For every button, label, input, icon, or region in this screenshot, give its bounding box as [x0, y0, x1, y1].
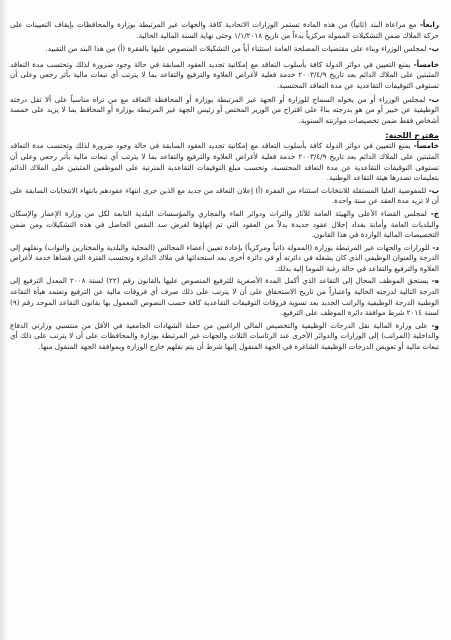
paragraph-fifth: [10, 60, 439, 92]
paragraph-lead: رابعاً-: [416, 20, 439, 29]
paragraph-lead: ه-: [428, 276, 440, 286]
paragraph-lead: د-: [429, 242, 439, 252]
paragraph-lead: ج-: [426, 208, 439, 218]
paragraph-text: للوزارات والجهات غير المرتبطة بوزارة (الممولة ذاتياً ومركزياً) بإعادة تعيين أعضاء المجالس (المحلية والبلدية والمختارين والنواب) ونقلهم إلى الدرجة والعنوان الوظيفي الذي كان يشغله في دائرته أو في دائرة أخرى بعد استحداثها في ملاك الدائرة وتحتسب الفترة التي قضاها خدمة لأغراض العلاوة والترفيع والتقاعد في حالة رغبة الموما إليه بذلك.: [10, 242, 439, 273]
proposal-c: [10, 209, 439, 241]
proposal-f: [10, 321, 439, 353]
paragraph-text: يمنع التعيين في دوائر الدولة كافة بأسلوب التعاقد مع إمكانية تجديد العقود السابقة في حالة وجود ضرورة لذلك وتحتسب مدة التعاقد المثبتين على الملاك الدائم بعد تاريخ ٢٠٠٣/٤/٩ خدمة فعلية لأغراض العلاوة والترفيع والتقاعد بما لا يترتب أي تبعات مالية بأثر رجعي وعلى أن تستوفى التوقيفات التقاعدية عن مدة التعاقد المحتسبة، وتحسب مبلغ التوقيفات التقاعدية المترتبة على الموظفين المثبتين على الملاك الدائم بتعليمات تصدرها هيئة التقاعد الوطنية.: [10, 141, 439, 183]
paragraph-lead: ب-: [426, 44, 439, 54]
paragraph-text: للمفوضية العليا المستقلة للانتخابات استثناء من الفقرة (أ) إعلان التعاقد من جديد مع الذين جرى انتهاء عقودهم بانتهاء الانتخابات السابقة على أن لا تزيد مدة العقد عن سنة واحدة.: [10, 185, 439, 206]
paragraph-text: يستحق الموظف المحال إلى التقاعد الذي أكمل المدة الأصغرية للترفيع المنصوص عليها بالقانون رقم (٢٢) لسنة ٢٠٠٨ المعدل الترفيع إلى الدرجة التالية لدرجته الحالية واعتباراً من تاريخ الاستحقاق على أن لا يترتب على ذلك صرف أي فروقات مالية عن الترفيع وتعتمد هيأة التقاعد الوطنية الدرجة الوظيفية والراتب الجديد بعد تسوية فروقات التوقيفات التقاعدية كافة حسب النصوص المعمول بها بقانون التقاعد الموحد رقم (٩) لسنة ٢٠١٤ شرط موافقة دائرة الموظف على الترفيع.: [10, 276, 439, 318]
paragraph-text: على وزارة المالية نقل الدرجات الوظيفية والتخصيص المالي الراغبين من حملة الشهادات الجامعية في الأقل من منتسبي وزارتي الدفاع والداخلية (المراتب) إلى الوزارات والدوائر الأخرى عند الرئاسات الثلاث والجهات غير المرتبطة بوزارة والمحافظات على أن لا يترتب على ذلك أي تبعات مالية أو تعويض الدرجات الوظيفية الشاغرة في الجهة المنقول إليها شرط أن يتم نقلهم خارج الوزارة وبموافقة الجهة المنقول منها.: [10, 320, 439, 352]
paragraph-lead: ب-: [425, 94, 439, 104]
paragraph-text: لمجلس القضاء الأعلى والهيئة العامة للآثار والتراث ودوائر الماء والمجاري والمؤسسات البلدية التابعة لكل من وزارة الإعمار والإسكان والبلديات العامة وأمانة بغداد إحلال عقود جديدة بدلاً من العقود التي تم إنهاؤها لغرض سد النقص الحاصل في هذه التشكيلات ومن ضمن التخصيصات المالية الواردة في هذا القانون.: [10, 208, 439, 240]
paragraph-lead: خامساً-: [410, 141, 440, 151]
paragraph-lead: ب-: [426, 185, 439, 195]
paragraph-fourth-b: [10, 44, 439, 55]
paragraph-fifth-b: [10, 95, 439, 127]
proposal-b: [10, 186, 439, 207]
proposal-heading: مقترح اللجنة:: [385, 131, 439, 141]
paragraph-text: يمنع التعيين في دوائر الدولة كافة بأسلوب التعاقد مع إمكانية تجديد العقود السابقة في حالة وجود ضرورة لذلك وتحتسب مدة التعاقد المثبتين على الملاك الدائم بعد تاريخ ٢٠٠٣/٤/٩ خدمة فعلية لأغراض العلاوة والترفيع والتقاعد بما لا يترتب أي تبعات مالية بأثر رجعي وعلى أن تستوفى التوقيفات التقاعدية عن مدة التعاقد المحتسبة.: [10, 59, 439, 90]
paragraph-lead: خامساً-: [410, 59, 440, 69]
paragraph-text: لمجلس الوزراء أو من يخوله السماح للوزارة أو الجهة غير المرتبطة بوزارة أو المحافظة التعاقد مع من تراه مناسباً على ألا تقل درجته الوظيفية عن خبير أو من هو بدرجته بناءً على اقتراح من الوزير المختص أو رئيس الجهة غير المرتبطة بوزارة أو المحافظ بما لا يزيد على خمسة أشخاص فقط ضمن تخصيصات موازنته السنوية.: [10, 94, 439, 125]
paragraph-fourth: [10, 20, 439, 41]
proposal-d: [10, 243, 439, 275]
paragraph-lead: و-: [427, 320, 440, 330]
proposal-e: [10, 276, 439, 318]
proposal-fifth: [10, 141, 439, 183]
paragraph-text: لمجلس الوزراء وبناء على مقتضيات المصلحة العامة استثناء أياً من التشكيلات المنصوص عليها بالفقرة (أ) من هذا البند من التقييد.: [45, 44, 427, 54]
paragraph-text: مع مراعاة البند (ثانياً) من هذه المادة تستمر الوزارات الاتحادية كافة والجهات غير المرتبطة بوزارة والمحافظات بإيقاف التعيينات على حركة الملاك ضمن التشكيلات الممولة مركزياً بدءاً من تاريخ ١/١/٢٠١٨ وحتى نهاية السنة المالية الحالية.: [10, 20, 439, 40]
